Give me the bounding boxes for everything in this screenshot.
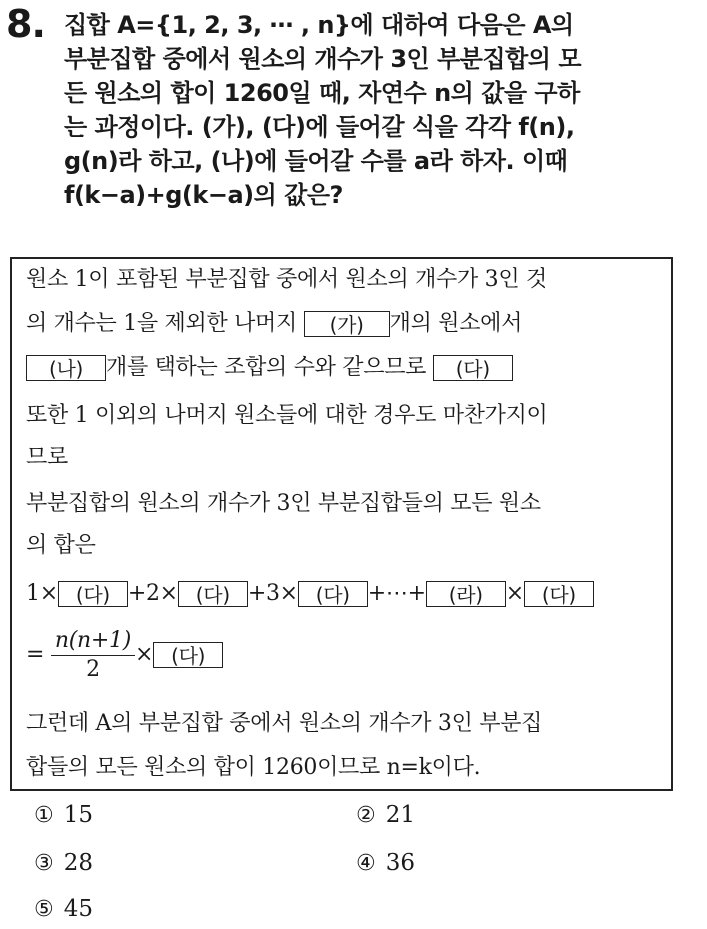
box-line-4: 또한 1 이외의 나머지 원소들에 대한 경우도 마찬가지이 (26, 403, 548, 428)
box-line-11: 합들의 모든 원소의 합이 1260이므로 n=k이다. (26, 755, 481, 780)
blank-da: (다) (298, 581, 368, 607)
sum-equation (26, 579, 594, 609)
choice-value: 28 (63, 850, 94, 876)
question-line: f(k−a)+g(k−a)의 값은? (64, 181, 343, 209)
question-line: 집합 A={1, 2, 3, ⋯ , n}에 대하여 다음은 A의 (64, 11, 574, 39)
fraction (51, 627, 135, 684)
question-number: 8. (6, 2, 45, 46)
choice-5[interactable] (34, 894, 93, 924)
eq-equals: = (26, 642, 45, 667)
question-line: 든 원소의 합이 1260일 때, 자연수 n의 값을 구하 (64, 79, 580, 107)
box-line-2 (26, 309, 522, 339)
choice-value: 36 (385, 850, 416, 876)
question-line: 부분집합 중에서 원소의 개수가 3인 부분집합의 모 (64, 45, 582, 73)
box-line-7: 의 합은 (26, 533, 96, 558)
eq-term: +⋯+ (367, 581, 426, 606)
blank-ga: (가) (304, 311, 390, 337)
choice-3[interactable] (34, 848, 93, 878)
box-text: 개를 택하는 조합의 수와 같으므로 (106, 355, 427, 380)
box-text: 의 개수는 1을 제외한 나머지 (26, 311, 297, 336)
box-text: 개의 원소에서 (389, 311, 523, 336)
box-line-6: 부분집합의 원소의 개수가 3인 부분집합들의 모든 원소 (26, 491, 541, 516)
box-line-5: 므로 (26, 445, 68, 470)
choice-value: 15 (63, 802, 94, 828)
eq-term: × (505, 581, 524, 606)
box-line-1: 원소 1이 포함된 부분집합 중에서 원소의 개수가 3인 것 (26, 267, 547, 292)
blank-da: (다) (524, 581, 594, 607)
choice-1[interactable] (34, 800, 93, 830)
question-line: 는 과정이다. (가), (다)에 들어갈 식을 각각 f(n), (64, 113, 575, 141)
choice-value: 21 (385, 802, 416, 828)
eq-times: × (134, 642, 154, 667)
sum-result (26, 625, 223, 685)
fraction-numerator: n(n+1) (51, 627, 135, 656)
blank-da: (다) (153, 642, 223, 668)
blank-da: (다) (433, 355, 513, 381)
box-line-3 (26, 353, 513, 383)
choice-mark: ② (356, 803, 376, 828)
question-line: g(n)라 하고, (나)에 들어갈 수를 a라 하자. 이때 (64, 147, 568, 175)
eq-term: +3× (247, 581, 298, 606)
choice-mark: ① (34, 803, 54, 828)
question-stem (64, 8, 684, 212)
fraction-denominator: 2 (86, 656, 100, 682)
blank-na: (나) (26, 355, 106, 381)
box-line-10: 그런데 A의 부분집합 중에서 원소의 개수가 3인 부분집 (26, 711, 543, 736)
eq-term: 1× (26, 581, 58, 606)
eq-term: +2× (127, 581, 178, 606)
choice-mark: ③ (34, 851, 54, 876)
choice-mark: ⑤ (34, 897, 54, 922)
blank-ra: (라) (426, 581, 506, 607)
blank-da: (다) (178, 581, 248, 607)
solution-box (10, 257, 673, 791)
blank-da: (다) (58, 581, 128, 607)
choice-mark: ④ (356, 851, 376, 876)
choice-4[interactable] (356, 848, 415, 878)
choice-value: 45 (63, 896, 94, 922)
choice-2[interactable] (356, 800, 415, 830)
